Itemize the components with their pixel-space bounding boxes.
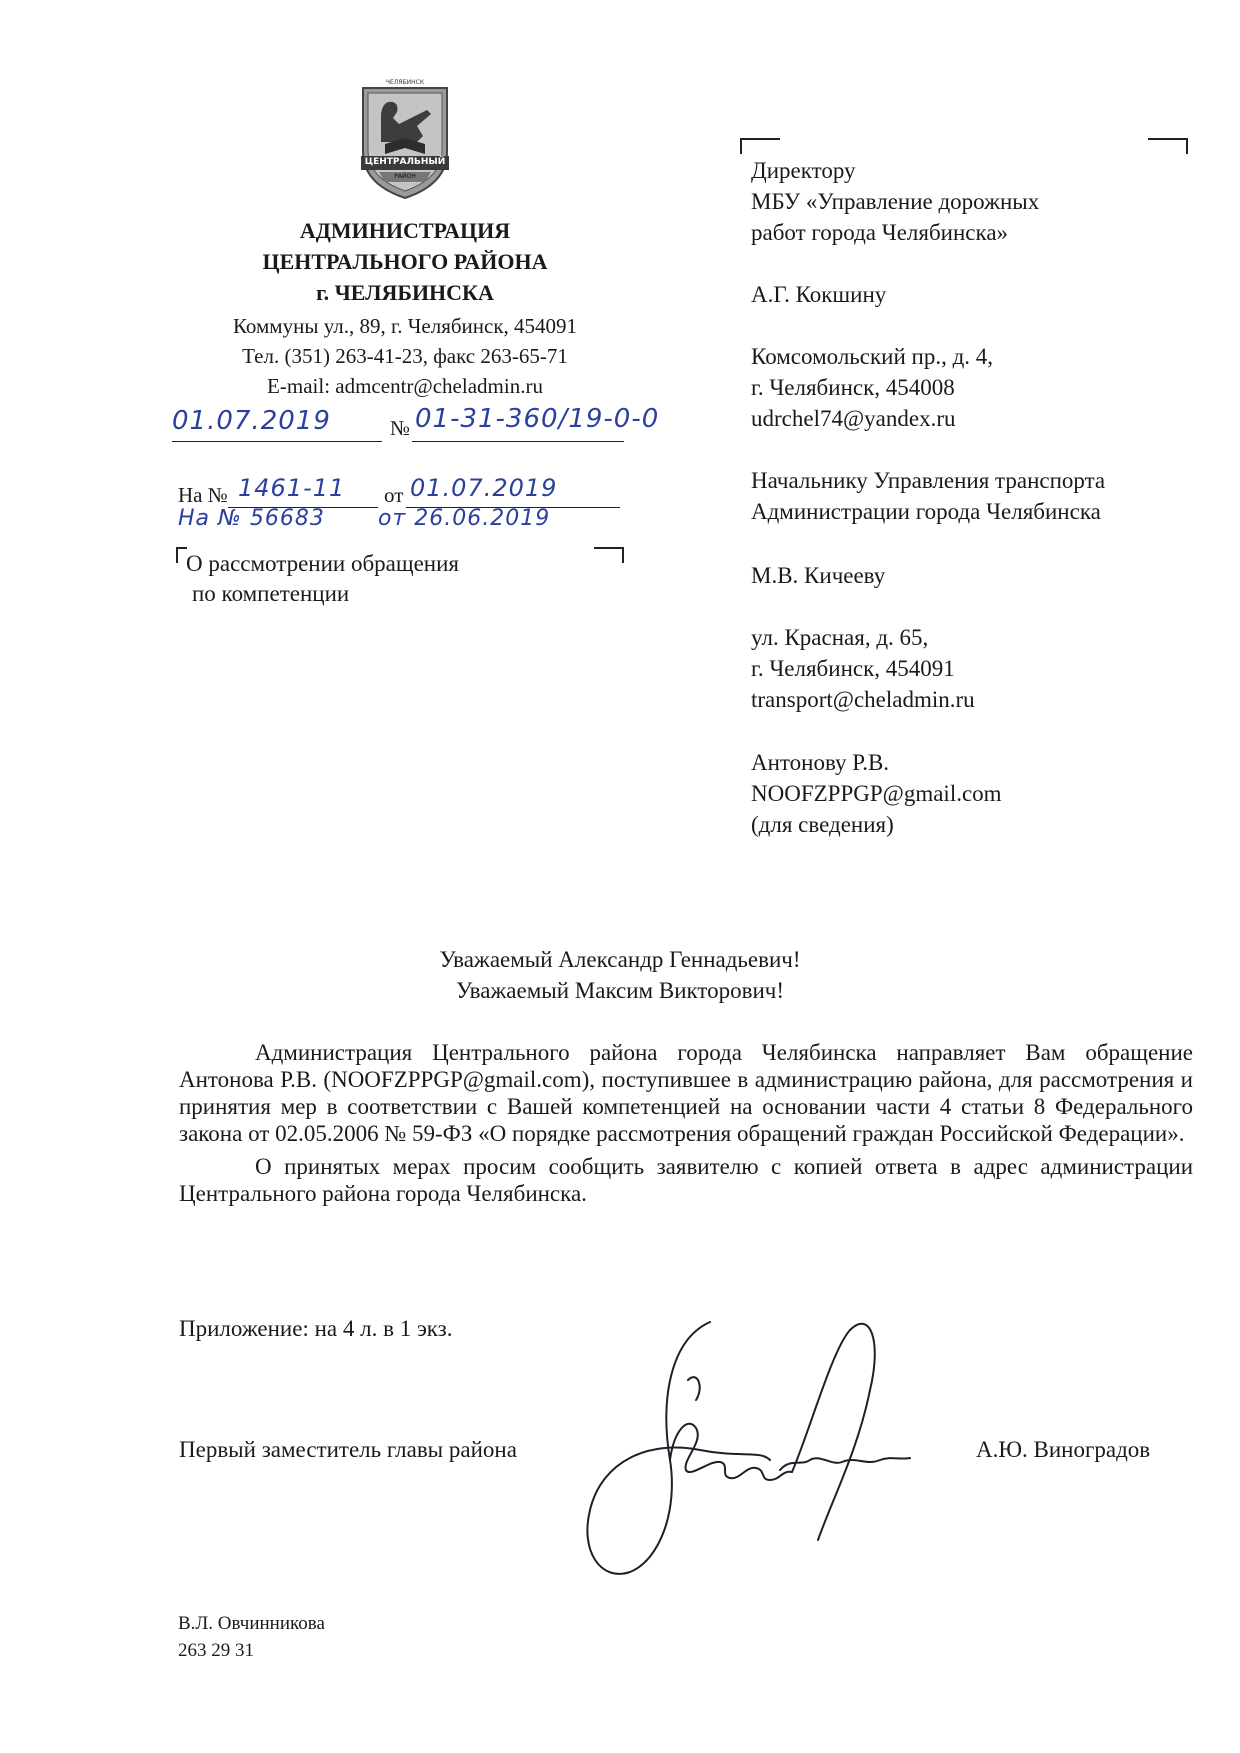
emblem-top-text: ЧЕЛЯБИНСК: [385, 79, 425, 86]
salutation: [0, 944, 1240, 1006]
outgoing-date-line: [172, 441, 382, 442]
emblem-bottom-text: РАЙОН: [394, 173, 416, 180]
reference2-number: На № 56683: [178, 506, 325, 531]
addressee-1-email: udrchel74@yandex.ru: [751, 406, 956, 431]
salutation-line2: Уважаемый Максим Викторович!: [455, 978, 785, 1003]
sender-organization: [210, 215, 600, 308]
addressee-2-email: transport@cheladmin.ru: [751, 687, 975, 712]
addressee-1-street: Комсомольский пр., д. 4,: [751, 344, 994, 369]
attachment-note: Приложение: на 4 л. в 1 экз.: [179, 1316, 453, 1341]
reference-prefix: На №: [178, 483, 228, 507]
addressee-2-position: Начальнику Управления транспорта: [751, 468, 1106, 493]
sender-contacts: [180, 311, 630, 401]
addressee-1-city: г. Челябинск, 454008: [751, 375, 955, 400]
executor-phone: 263 29 31: [178, 1640, 254, 1661]
reference-number: 1461-11: [238, 474, 346, 502]
addressee-1-org-line1: МБУ «Управление дорожных: [751, 189, 1040, 214]
addressee-1-contacts: [751, 341, 993, 434]
addressee-2-org: Администрации города Челябинска: [751, 499, 1101, 524]
addressee-1-title: [751, 155, 1039, 248]
letter-subject: [186, 549, 459, 609]
addressee-1-name: А.Г. Кокшину: [751, 282, 887, 307]
reference-from-label: от: [384, 483, 404, 507]
addressee-3-name: Антонову Р.В.: [751, 750, 890, 775]
executor-name: В.Л. Овчинникова: [178, 1613, 325, 1634]
signatory-name: А.Ю. Виноградов: [976, 1437, 1151, 1462]
addressee-2-city: г. Челябинск, 454091: [751, 656, 955, 681]
reference-date: 01.07.2019: [410, 474, 558, 502]
body-paragraph-1: Администрация Центрального района города Челябинска направляет Вам обращение Антонова Р.В. (NOOFZPPGP@gmail.com), поступившее в администрацию района, для рассмотрения и принятия мер в соответствии с Вашей компетенцией на основании части 4 статьи 8 Федерального закона от 02.05.2006 № 59-ФЗ «О порядке рассмотрения обращений граждан Российской Федерации».: [179, 1040, 1193, 1146]
letter-body: [179, 1039, 1193, 1207]
outgoing-date: 01.07.2019: [172, 406, 331, 436]
sender-phone: Тел. (351) 263-41-23, факс 263-65-71: [242, 344, 568, 368]
addressee-2-contacts: [751, 622, 975, 715]
salutation-line1: Уважаемый Александр Геннадьевич!: [439, 947, 801, 972]
subject-line1: О рассмотрении обращения: [186, 551, 459, 576]
addressee-1-org-line2: работ города Челябинска»: [751, 220, 1009, 245]
sender-email: E-mail: admcentr@cheladmin.ru: [267, 374, 543, 398]
addressee-2-title: [751, 465, 1105, 527]
outgoing-number-line: [412, 441, 624, 442]
district-emblem: [359, 80, 451, 202]
coat-of-arms-icon: [359, 80, 451, 202]
body-paragraph-2: О принятых мерах просим сообщить заявителю с копией ответа в адрес администрации Центрального района города Челябинска.: [179, 1154, 1193, 1206]
executor-info: [178, 1610, 325, 1664]
addressee-3: [751, 747, 1002, 840]
signatory-position: Первый заместитель главы района: [179, 1437, 517, 1462]
outgoing-number: 01-31-360/19-0-0: [415, 404, 660, 434]
address-bracket-left: [740, 138, 780, 154]
outgoing-number-label: №: [390, 416, 411, 440]
org-name-line1: АДМИНИСТРАЦИЯ: [299, 218, 511, 243]
addressee-3-note: (для сведения): [751, 812, 894, 837]
addressee-1-position: Директору: [751, 158, 856, 183]
org-name-line3: г. ЧЕЛЯБИНСКА: [316, 280, 494, 305]
addressee-3-email: NOOFZPPGP@gmail.com: [751, 781, 1002, 806]
handwritten-signature: [570, 1310, 930, 1590]
reference2-date: от 26.06.2019: [378, 506, 551, 531]
subject-line2: по компетенции: [192, 581, 350, 606]
org-name-line2: ЦЕНТРАЛЬНОГО РАЙОНА: [262, 249, 548, 274]
addressee-2-street: ул. Красная, д. 65,: [751, 625, 929, 650]
subject-bracket-right: [594, 547, 624, 563]
address-bracket-right: [1148, 138, 1188, 154]
addressee-2-name: М.В. Кичееву: [751, 563, 886, 588]
sender-address: Коммуны ул., 89, г. Челябинск, 454091: [232, 314, 578, 338]
emblem-ribbon-text: ЦЕНТРАЛЬНЫЙ: [364, 157, 446, 167]
